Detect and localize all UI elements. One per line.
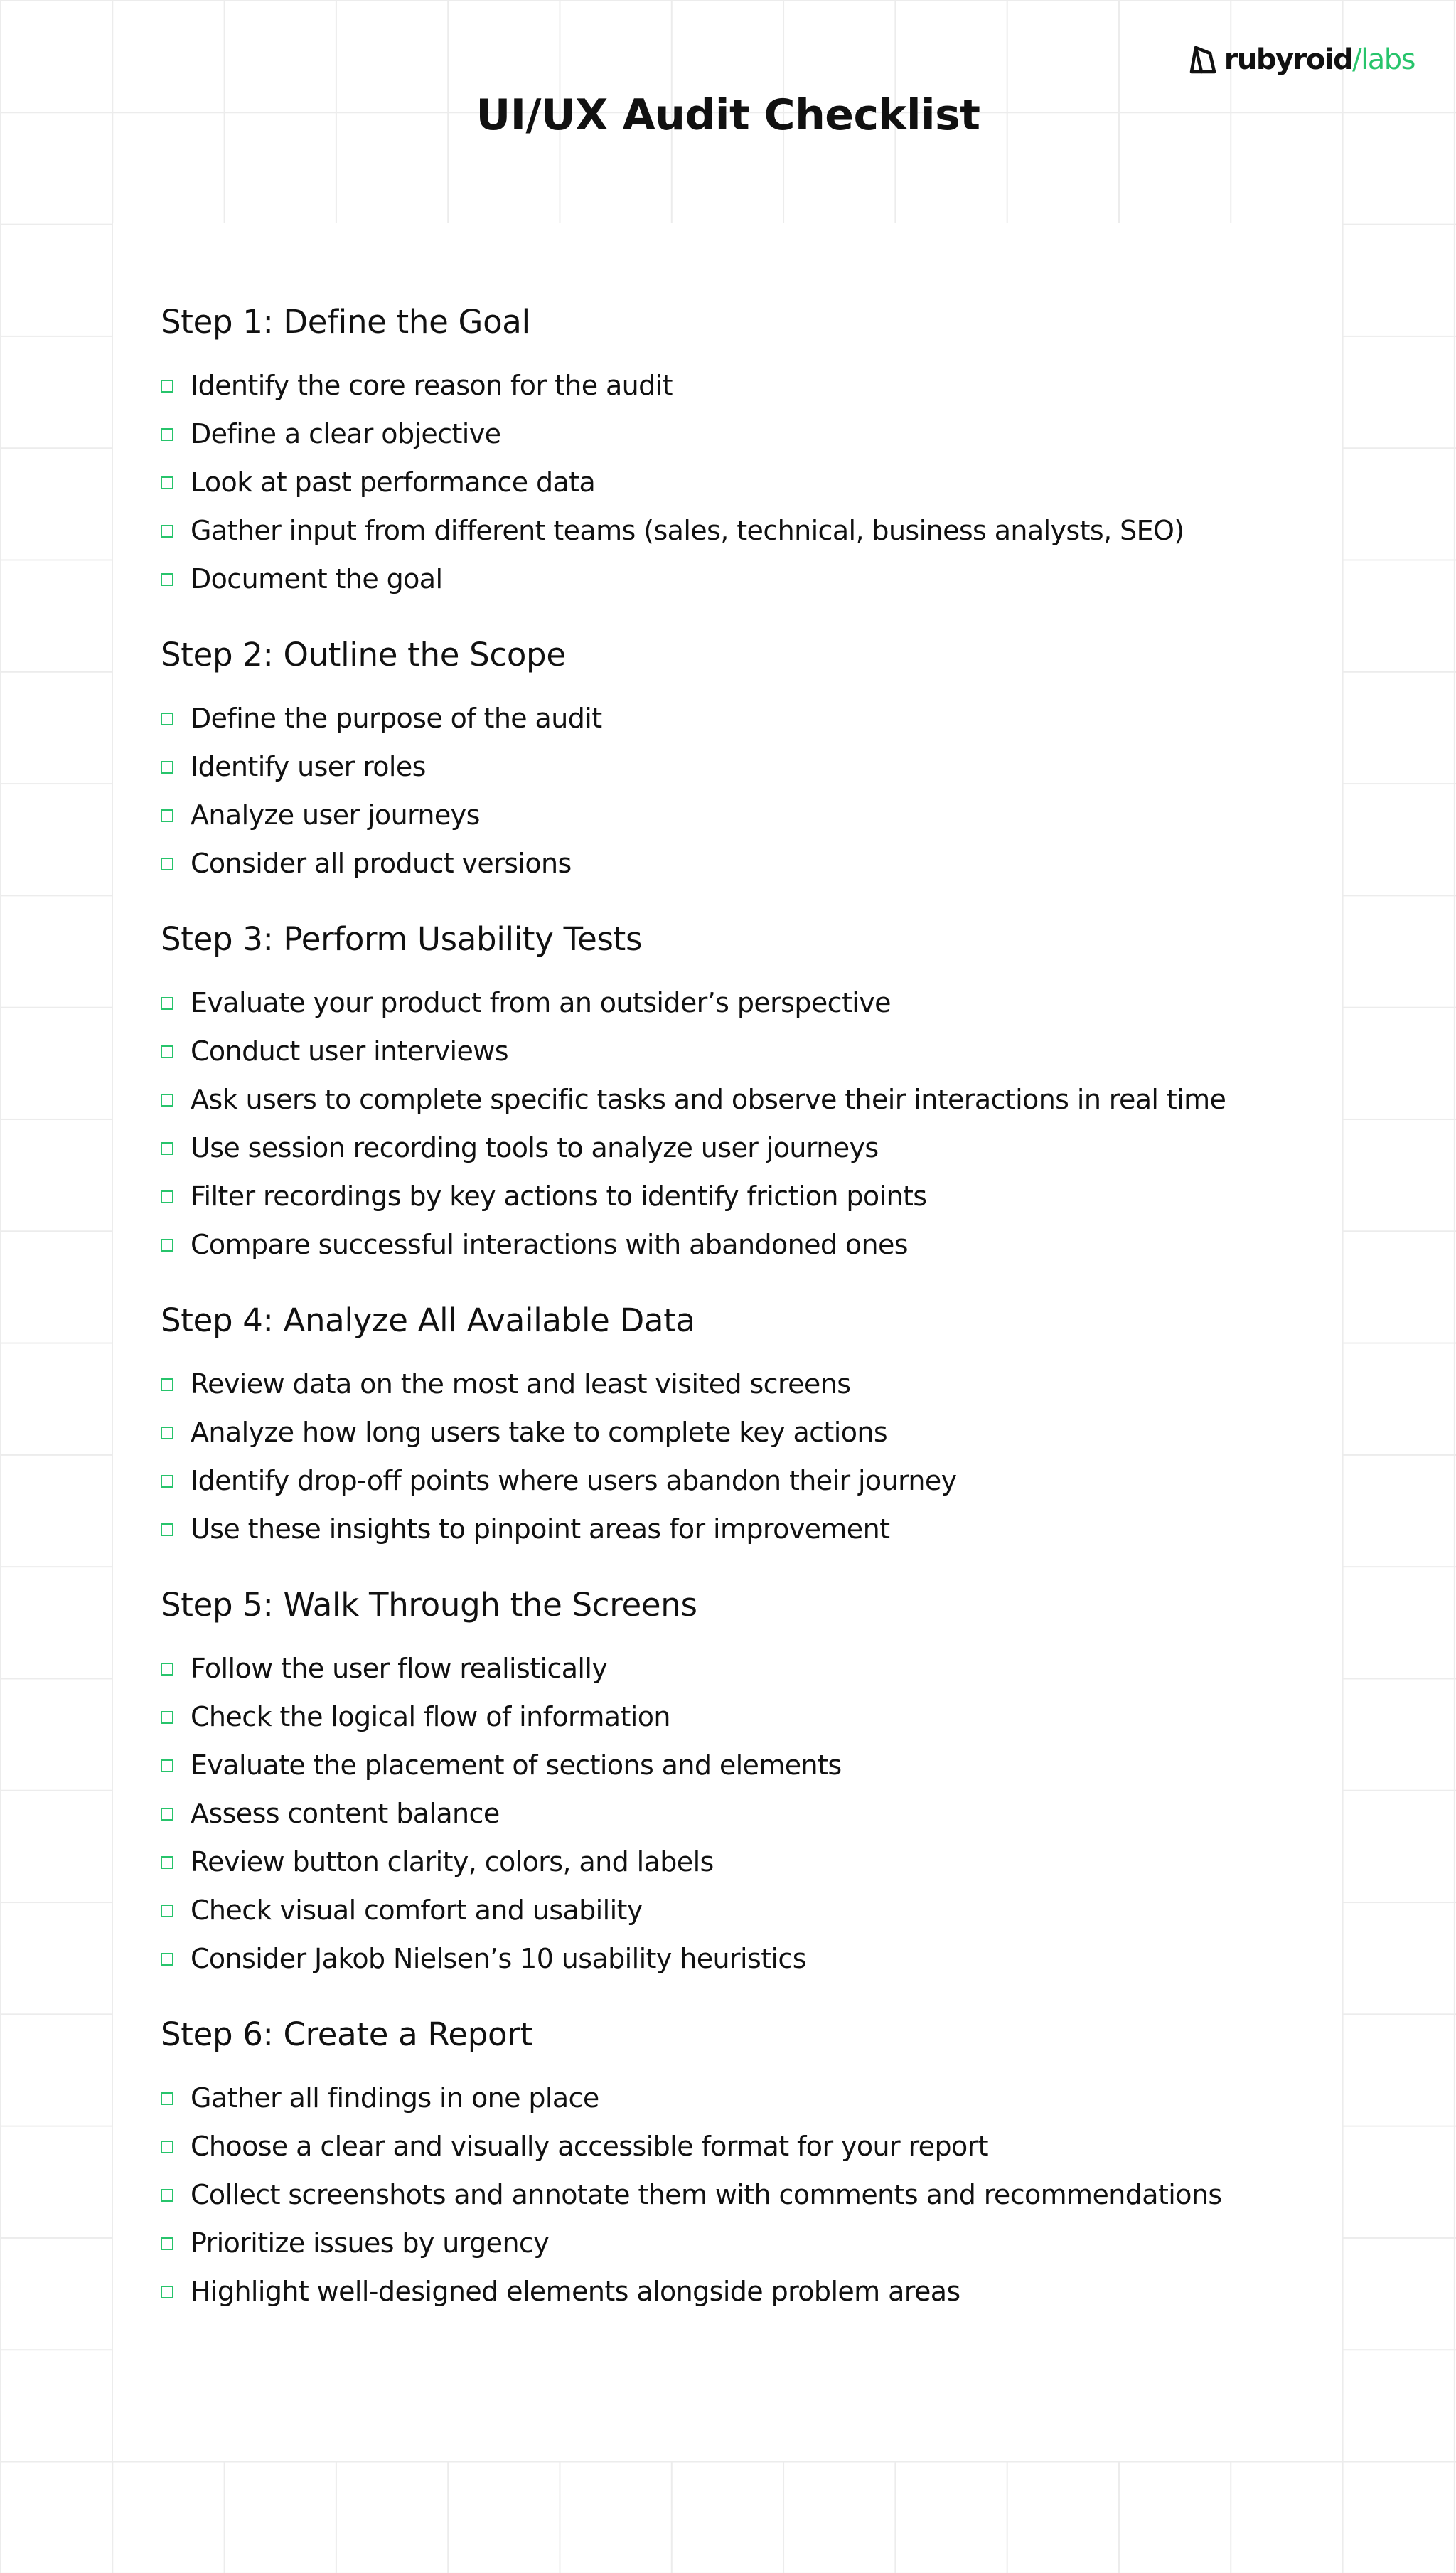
checkbox-icon[interactable] bbox=[161, 761, 173, 774]
checklist-item-label: Filter recordings by key actions to identify friction points bbox=[191, 1181, 927, 1212]
checklist bbox=[161, 2074, 1327, 2316]
checklist-item-label: Identify the core reason for the audit bbox=[191, 370, 673, 401]
checklist-item bbox=[161, 1124, 1327, 1172]
checklist-item-label: Ask users to complete specific tasks and observe their interactions in real time bbox=[191, 1084, 1226, 1115]
checklist-item bbox=[161, 1220, 1327, 1269]
step-heading: Step 1: Define the Goal bbox=[161, 303, 530, 341]
checkbox-icon[interactable] bbox=[161, 1045, 173, 1058]
step-section-1 bbox=[161, 302, 1327, 603]
checklist-item-label: Prioritize issues by urgency bbox=[191, 2227, 550, 2259]
step-heading: Step 4: Analyze All Available Data bbox=[161, 1301, 695, 1339]
checkbox-icon[interactable] bbox=[161, 573, 173, 586]
checklist bbox=[161, 694, 1327, 888]
checklist-item bbox=[161, 555, 1327, 603]
checkbox-icon[interactable] bbox=[161, 1378, 173, 1391]
checklist-item-label: Highlight well-designed elements alongside problem areas bbox=[191, 2276, 960, 2307]
checklist-item bbox=[161, 1789, 1327, 1838]
checkbox-icon[interactable] bbox=[161, 1427, 173, 1439]
checkbox-icon[interactable] bbox=[161, 428, 173, 441]
step-heading: Step 2: Outline the Scope bbox=[161, 636, 566, 673]
checklist-item bbox=[161, 1644, 1327, 1693]
step-section-4 bbox=[161, 1300, 1327, 1553]
checkbox-icon[interactable] bbox=[161, 1759, 173, 1772]
checklist-item-label: Review button clarity, colors, and labels bbox=[191, 1846, 714, 1877]
checklist-item bbox=[161, 361, 1327, 410]
checkbox-icon[interactable] bbox=[161, 997, 173, 1010]
checklist-item-label: Gather input from different teams (sales, technical, business analysts, SEO) bbox=[191, 515, 1184, 546]
checklist-item-label: Define a clear objective bbox=[191, 418, 501, 449]
checkbox-icon[interactable] bbox=[161, 2286, 173, 2298]
step-section-5 bbox=[161, 1584, 1327, 1983]
checklist-item-label: Identify drop-off points where users abandon their journey bbox=[191, 1465, 957, 1496]
brand-suffix: labs bbox=[1361, 43, 1415, 76]
step-section-6 bbox=[161, 2014, 1327, 2316]
checklist-item bbox=[161, 410, 1327, 458]
brand-logo bbox=[1186, 41, 1415, 78]
checkbox-icon[interactable] bbox=[161, 1711, 173, 1724]
checkbox-icon[interactable] bbox=[161, 1808, 173, 1821]
checklist-item bbox=[161, 506, 1327, 555]
step-section-3 bbox=[161, 919, 1327, 1269]
step-section-2 bbox=[161, 634, 1327, 888]
checklist-item-label: Compare successful interactions with abandoned ones bbox=[191, 1229, 909, 1260]
checklist-item bbox=[161, 2267, 1327, 2316]
checklist-item bbox=[161, 2219, 1327, 2267]
checkbox-icon[interactable] bbox=[161, 476, 173, 489]
checklist-item bbox=[161, 1886, 1327, 1934]
checklist-item-label: Analyze how long users take to complete key actions bbox=[191, 1417, 888, 1448]
checkbox-icon[interactable] bbox=[161, 809, 173, 822]
checklist-item bbox=[161, 1505, 1327, 1553]
brand-wordmark bbox=[1224, 43, 1415, 76]
step-heading: Step 5: Walk Through the Screens bbox=[161, 1586, 697, 1624]
checklist bbox=[161, 361, 1327, 603]
checklist-item-label: Choose a clear and visually accessible format for your report bbox=[191, 2131, 988, 2162]
step-heading: Step 6: Create a Report bbox=[161, 2015, 532, 2053]
checklist-item-label: Use these insights to pinpoint areas for improvement bbox=[191, 1513, 890, 1545]
checklist-item-label: Consider all product versions bbox=[191, 848, 572, 879]
checklist-item-label: Follow the user flow realistically bbox=[191, 1653, 608, 1684]
checklist-item bbox=[161, 1456, 1327, 1505]
checklist-item-label: Identify user roles bbox=[191, 751, 426, 782]
checkbox-icon[interactable] bbox=[161, 1953, 173, 1966]
checklist-item bbox=[161, 979, 1327, 1027]
checklist bbox=[161, 1644, 1327, 1983]
checkbox-icon[interactable] bbox=[161, 2237, 173, 2250]
checkbox-icon[interactable] bbox=[161, 1856, 173, 1869]
checklist-item bbox=[161, 839, 1327, 888]
checklist-item bbox=[161, 1934, 1327, 1983]
checklist-content bbox=[161, 302, 1327, 2316]
checklist-item bbox=[161, 1408, 1327, 1456]
checklist-item-label: Document the goal bbox=[191, 563, 443, 595]
checkbox-icon[interactable] bbox=[161, 525, 173, 538]
brand-word: rubyroid bbox=[1224, 43, 1353, 76]
checklist-item bbox=[161, 694, 1327, 742]
checklist-item bbox=[161, 1027, 1327, 1075]
checkbox-icon[interactable] bbox=[161, 1663, 173, 1676]
checklist-item-label: Check the logical flow of information bbox=[191, 1701, 670, 1732]
checklist-item-label: Analyze user journeys bbox=[191, 799, 480, 831]
checkbox-icon[interactable] bbox=[161, 1094, 173, 1107]
checklist-item bbox=[161, 1360, 1327, 1408]
checklist-item-label: Look at past performance data bbox=[191, 467, 596, 498]
checklist-item bbox=[161, 1172, 1327, 1220]
page-title: UI/UX Audit Checklist bbox=[476, 90, 980, 140]
checklist-item-label: Evaluate the placement of sections and elements bbox=[191, 1749, 842, 1781]
checklist-item-label: Gather all findings in one place bbox=[191, 2082, 599, 2114]
checklist-item bbox=[161, 1693, 1327, 1741]
checkbox-icon[interactable] bbox=[161, 2141, 173, 2153]
brand-slash: / bbox=[1352, 43, 1361, 76]
checklist-item bbox=[161, 1741, 1327, 1789]
checkbox-icon[interactable] bbox=[161, 713, 173, 725]
checklist-panel bbox=[112, 223, 1343, 2461]
checklist bbox=[161, 1360, 1327, 1553]
checkbox-icon[interactable] bbox=[161, 1905, 173, 1917]
checklist-item-label: Conduct user interviews bbox=[191, 1035, 508, 1067]
checklist bbox=[161, 979, 1327, 1269]
checklist-item-label: Evaluate your product from an outsider’s perspective bbox=[191, 987, 891, 1018]
checkbox-icon[interactable] bbox=[161, 1239, 173, 1252]
checkbox-icon[interactable] bbox=[161, 1475, 173, 1488]
checkbox-icon[interactable] bbox=[161, 380, 173, 393]
checklist-item-label: Collect screenshots and annotate them with comments and recommendations bbox=[191, 2179, 1222, 2210]
checklist-item bbox=[161, 742, 1327, 791]
checkbox-icon[interactable] bbox=[161, 1142, 173, 1155]
checklist-item-label: Use session recording tools to analyze user journeys bbox=[191, 1132, 879, 1163]
checkbox-icon[interactable] bbox=[161, 1523, 173, 1536]
checklist-item bbox=[161, 2170, 1327, 2219]
checkbox-icon[interactable] bbox=[161, 858, 173, 870]
checklist-item bbox=[161, 791, 1327, 839]
checklist-item-label: Define the purpose of the audit bbox=[191, 703, 602, 734]
checkbox-icon[interactable] bbox=[161, 2092, 173, 2105]
rubyroid-mark-icon bbox=[1186, 43, 1219, 76]
checklist-item bbox=[161, 2074, 1327, 2122]
checklist-item-label: Check visual comfort and usability bbox=[191, 1895, 643, 1926]
checklist-item-label: Consider Jakob Nielsen’s 10 usability heuristics bbox=[191, 1943, 806, 1974]
checklist-item-label: Review data on the most and least visited screens bbox=[191, 1368, 851, 1400]
checklist-item bbox=[161, 2122, 1327, 2170]
checkbox-icon[interactable] bbox=[161, 2189, 173, 2202]
checklist-item bbox=[161, 1075, 1327, 1124]
checkbox-icon[interactable] bbox=[161, 1190, 173, 1203]
step-heading: Step 3: Perform Usability Tests bbox=[161, 920, 643, 958]
checklist-item bbox=[161, 458, 1327, 506]
checklist-item-label: Assess content balance bbox=[191, 1798, 500, 1829]
checklist-item bbox=[161, 1838, 1327, 1886]
